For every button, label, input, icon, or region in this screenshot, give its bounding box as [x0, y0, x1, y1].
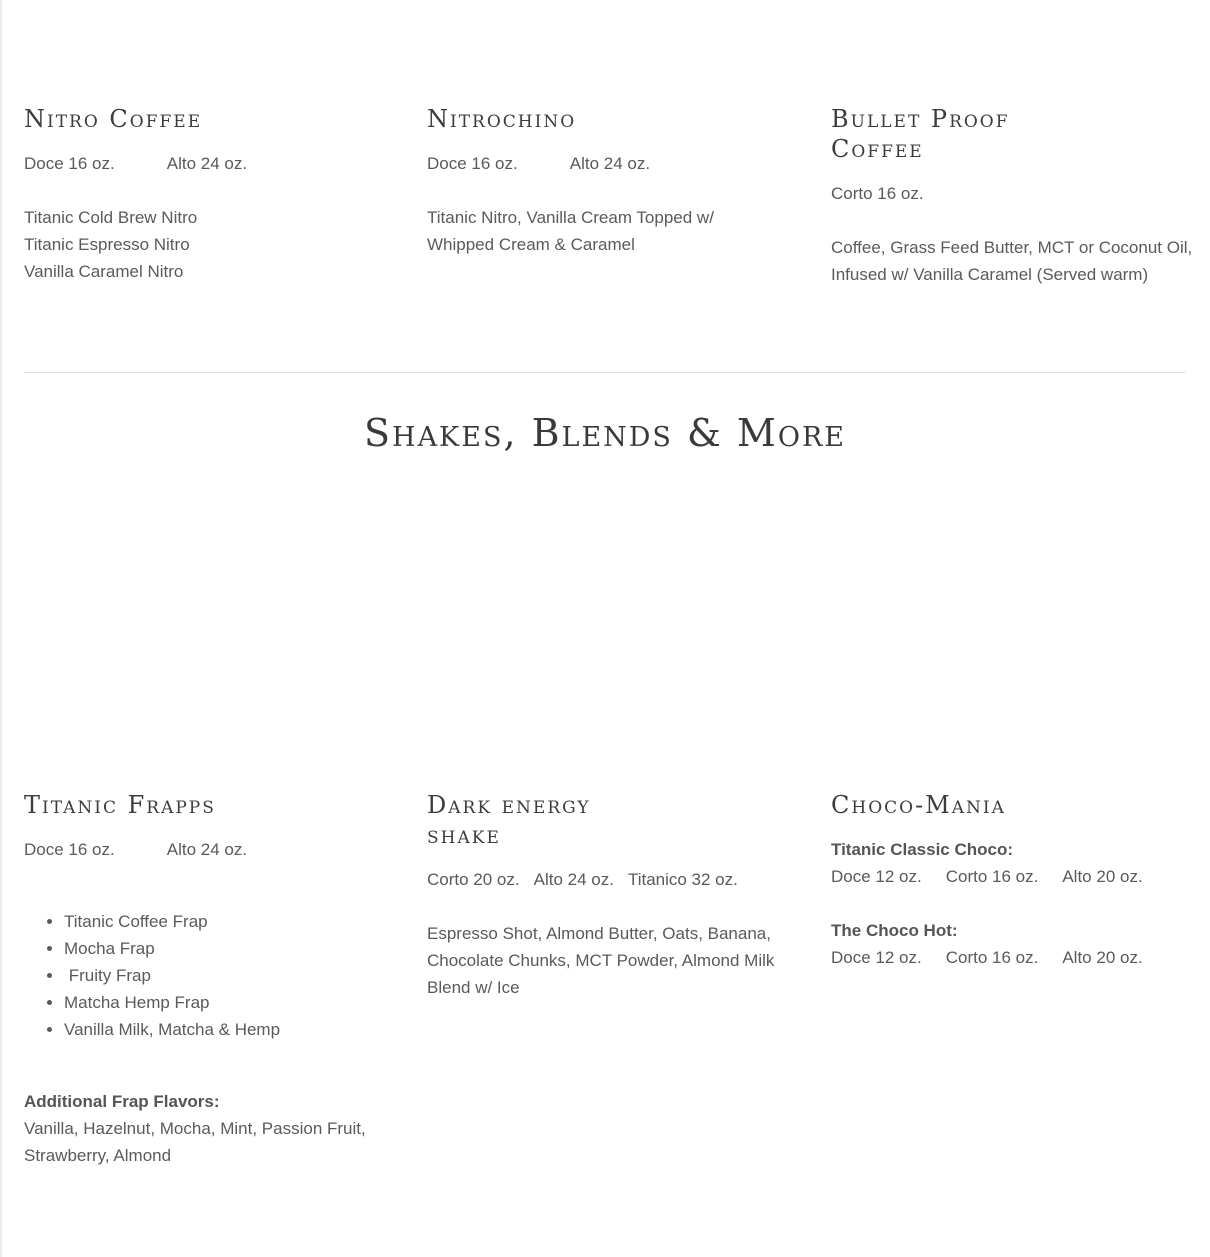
- list-item: • Fruity Frap: [64, 962, 394, 989]
- additional-flavors-line: Vanilla, Hazelnut, Mocha, Mint, Passion Fruit,: [24, 1119, 366, 1138]
- nitrochino-title: Nitrochino: [427, 105, 577, 133]
- additional-flavors: [24, 1088, 394, 1169]
- size-option: Doce 16 oz.: [427, 154, 518, 173]
- size-option: Corto 16 oz.: [831, 184, 924, 203]
- nitrochino-sizes: [427, 150, 797, 177]
- section-heading: Shakes, Blends & More: [363, 411, 846, 455]
- classic-choco-sizes: [831, 863, 1186, 890]
- size-option: Alto 20 oz.: [1062, 948, 1143, 967]
- menu-item: Titanic Espresso Nitro: [24, 235, 190, 254]
- choco-mania-title: Choco-Mania: [831, 791, 1006, 819]
- size-option: Corto 20 oz.: [427, 870, 520, 889]
- description-line: Coffee, Grass Feed Butter, MCT or Coconut Oil,: [831, 238, 1193, 257]
- description-line: Whipped Cream & Caramel: [427, 235, 635, 254]
- classic-choco-label: Titanic Classic Choco:: [831, 840, 1014, 859]
- list-item: • Vanilla Milk, Matcha & Hemp: [64, 1016, 394, 1043]
- additional-flavors-label: Additional Frap Flavors:: [24, 1092, 220, 1111]
- choco-hot-sizes: [831, 944, 1186, 971]
- dark-energy-description: [427, 920, 797, 1001]
- size-option: Doce 12 oz.: [831, 948, 922, 967]
- title-line: shake: [427, 821, 501, 849]
- description-line: Espresso Shot, Almond Butter, Oats, Banana,: [427, 924, 771, 943]
- description-line: Infused w/ Vanilla Caramel (Served warm): [831, 265, 1149, 284]
- nitro-coffee-card: [24, 104, 394, 285]
- size-option: Alto 24 oz.: [166, 154, 248, 173]
- nitrochino-description: [427, 204, 797, 258]
- additional-flavors-line: Strawberry, Almond: [24, 1146, 172, 1165]
- description-line: Blend w/ Ice: [427, 978, 520, 997]
- list-item: • Matcha Hemp Frap: [64, 989, 394, 1016]
- section-divider: [24, 372, 1186, 373]
- titanic-frapps-title: Titanic Frapps: [24, 791, 216, 819]
- menu-item: Titanic Cold Brew Nitro: [24, 208, 198, 227]
- dark-energy-title: [427, 790, 797, 850]
- nitro-coffee-sizes: [24, 150, 394, 177]
- size-option: Alto 24 oz.: [569, 154, 651, 173]
- page-left-border: [0, 0, 2, 1257]
- choco-hot-label: The Choco Hot:: [831, 921, 958, 940]
- titanic-frapps-sizes: [24, 836, 394, 863]
- size-option: Alto 20 oz.: [1062, 867, 1143, 886]
- size-option: Doce 16 oz.: [24, 154, 115, 173]
- bullet-proof-sizes: [831, 180, 1186, 207]
- list-item: • Mocha Frap: [64, 935, 394, 962]
- size-option: Doce 16 oz.: [24, 840, 115, 859]
- bullet-proof-title: [831, 104, 1186, 164]
- size-option: Corto 16 oz.: [945, 867, 1039, 886]
- size-option: Doce 12 oz.: [831, 867, 922, 886]
- title-line: Bullet Proof: [831, 105, 1010, 133]
- dark-energy-card: [427, 790, 797, 1001]
- dark-energy-sizes: [427, 866, 797, 893]
- choco-mania-card: [831, 790, 1186, 971]
- description-line: Chocolate Chunks, MCT Powder, Almond Milk: [427, 951, 775, 970]
- list-item: • Titanic Coffee Frap: [64, 908, 394, 935]
- size-option: Titanico 32 oz.: [627, 870, 738, 889]
- nitro-coffee-title: Nitro Coffee: [24, 105, 203, 133]
- choco-hot-block: [831, 917, 1186, 971]
- shakes-menu-section: [24, 790, 1186, 1190]
- nitro-coffee-items: [24, 204, 394, 285]
- title-line: Coffee: [831, 135, 924, 163]
- coffee-menu-section: [24, 104, 1193, 304]
- size-option: Alto 24 oz.: [533, 870, 614, 889]
- size-option: Corto 16 oz.: [945, 948, 1039, 967]
- titanic-frapps-card: [24, 790, 394, 1169]
- classic-choco-block: [831, 836, 1186, 890]
- menu-item: Vanilla Caramel Nitro: [24, 262, 184, 281]
- bullet-proof-card: [831, 104, 1193, 288]
- frap-list: [24, 908, 394, 1043]
- description-line: Titanic Nitro, Vanilla Cream Topped w/: [427, 208, 714, 227]
- size-option: Alto 24 oz.: [166, 840, 248, 859]
- nitrochino-card: [427, 104, 797, 258]
- title-line: Dark energy: [427, 791, 591, 819]
- bullet-proof-description: [831, 234, 1193, 288]
